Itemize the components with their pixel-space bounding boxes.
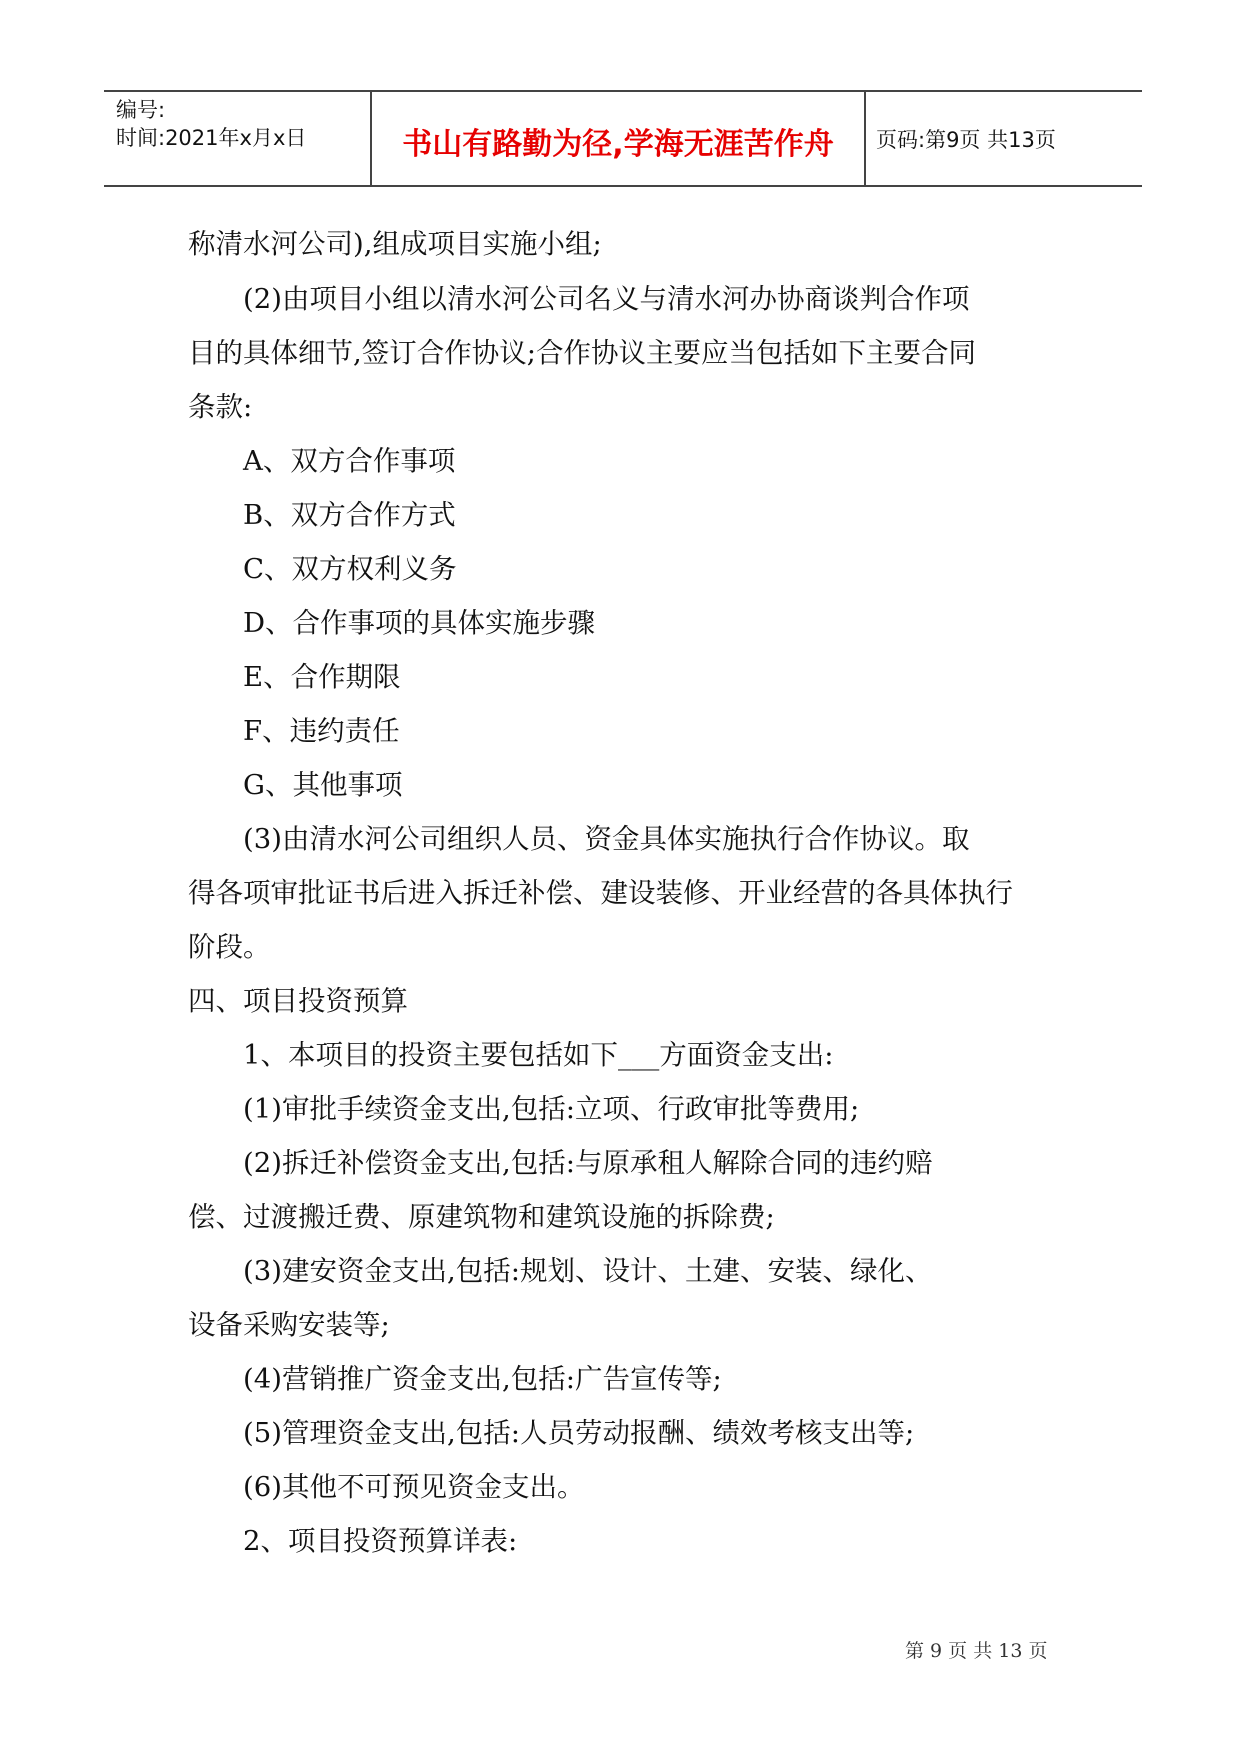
document-number-label: 编号:: [116, 98, 166, 122]
body-line: (3)由清水河公司组织人员、资金具体实施执行合作协议。取: [243, 823, 970, 855]
header-motto: 书山有路勤为径,学海无涯苦作舟: [402, 127, 834, 162]
body-line: 2、项目投资预算详表:: [243, 1525, 518, 1557]
body-line: 得各项审批证书后进入拆迁补偿、建设装修、开业经营的各具体执行: [188, 877, 1013, 909]
body-line: (2)由项目小组以清水河公司名义与清水河办协商谈判合作项: [243, 283, 970, 315]
body-line: (2)拆迁补偿资金支出,包括:与原承租人解除合同的违约赔: [243, 1147, 933, 1179]
body-line: 目的具体细节,签订合作协议;合作协议主要应当包括如下主要合同: [188, 337, 977, 369]
header-left-cell: [104, 92, 368, 185]
header-page-code: 页码:第9页 共13页: [876, 128, 1056, 152]
body-line: 称清水河公司),组成项目实施小组;: [188, 228, 602, 260]
list-item-e: E、合作期限: [243, 661, 401, 693]
header-motto-cell: [370, 92, 866, 185]
body-line: 阶段。: [188, 931, 271, 963]
list-item-b: B、双方合作方式: [243, 499, 456, 531]
page-footer: 第 9 页 共 13 页: [905, 1640, 1048, 1662]
list-item-f: F、违约责任: [243, 715, 400, 747]
list-item-c: C、双方权利义务: [243, 553, 457, 585]
list-item-d: D、合作事项的具体实施步骤: [243, 607, 596, 639]
section-heading: 四、项目投资预算: [188, 985, 408, 1017]
page-header: [104, 90, 1142, 187]
header-page-cell: [864, 92, 1142, 185]
list-item-g: G、其他事项: [243, 769, 403, 801]
body-line: (6)其他不可预见资金支出。: [243, 1471, 585, 1503]
body-line: 条款:: [188, 391, 253, 423]
body-line: (5)管理资金支出,包括:人员劳动报酬、绩效考核支出等;: [243, 1417, 915, 1449]
document-time-label: 时间:2021年x月x日: [116, 126, 307, 150]
body-line: 1、本项目的投资主要包括如下___方面资金支出:: [243, 1039, 834, 1071]
body-line: (3)建安资金支出,包括:规划、设计、土建、安装、绿化、: [243, 1255, 933, 1287]
body-line: (4)营销推广资金支出,包括:广告宣传等;: [243, 1363, 722, 1395]
list-item-a: A、双方合作事项: [243, 445, 456, 477]
body-line: 偿、过渡搬迁费、原建筑物和建筑设施的拆除费;: [188, 1201, 775, 1233]
body-line: 设备采购安装等;: [188, 1309, 390, 1341]
body-line: (1)审批手续资金支出,包括:立项、行政审批等费用;: [243, 1093, 860, 1125]
